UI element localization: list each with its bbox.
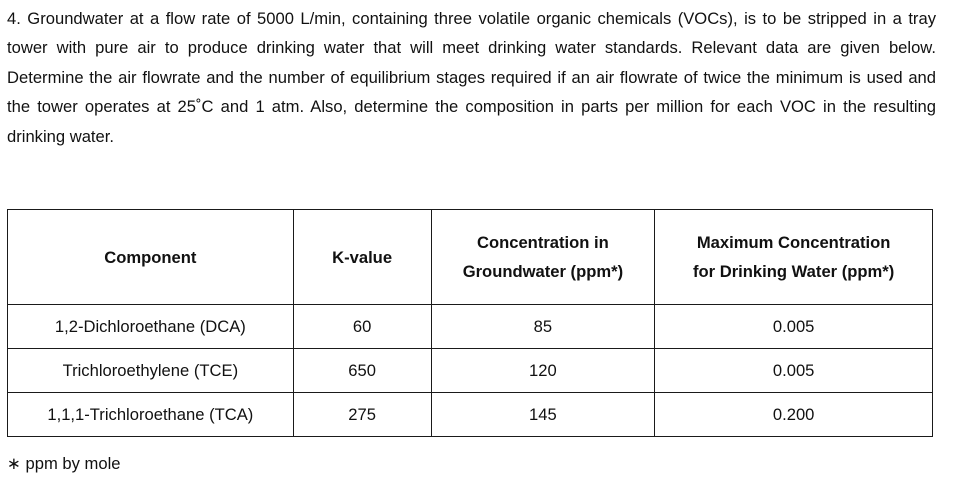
table-row [8,305,933,349]
cell-component: 1,1,1-Trichloroethane (TCA) [8,393,294,437]
table-row [8,393,933,437]
header-component: Component [8,210,294,305]
cell-concentration: 85 [431,305,655,349]
cell-component: 1,2-Dichloroethane (DCA) [8,305,294,349]
table-row [8,349,933,393]
cell-maximum: 0.005 [655,305,933,349]
cell-maximum: 0.200 [655,393,933,437]
table-header-row [8,210,933,305]
cell-k-value: 60 [293,305,431,349]
cell-component: Trichloroethylene (TCE) [8,349,294,393]
header-concentration-line2: Groundwater (ppm*) [462,262,624,281]
problem-statement: 4. Groundwater at a flow rate of 5000 L/min, containing three volatile organic chemicals (VOCs), is to be stripped in a tray tower with pure air to produce drinking water that will meet drinking water standards. Relevant data are given below. Determine the air flowrate and the number of equilibrium stages required if an air flowrate of twice the minimum is used and the tower operates at 25˚C and 1 atm. Also, determine the composition in parts per million for each VOC in the resulting drinking water. [7,9,936,146]
footnote: ∗ ppm by mole [7,454,121,473]
header-maximum-concentration [655,210,933,305]
cell-concentration: 120 [431,349,655,393]
voc-data-table [7,209,933,437]
cell-maximum: 0.005 [655,349,933,393]
header-maximum-line2: for Drinking Water (ppm*) [693,262,895,281]
cell-concentration: 145 [431,393,655,437]
header-k-value: K-value [293,210,431,305]
header-concentration-groundwater [431,210,655,305]
cell-k-value: 650 [293,349,431,393]
header-maximum-line1: Maximum Concentration [696,233,891,252]
cell-k-value: 275 [293,393,431,437]
header-concentration-line1: Concentration in [476,233,609,252]
